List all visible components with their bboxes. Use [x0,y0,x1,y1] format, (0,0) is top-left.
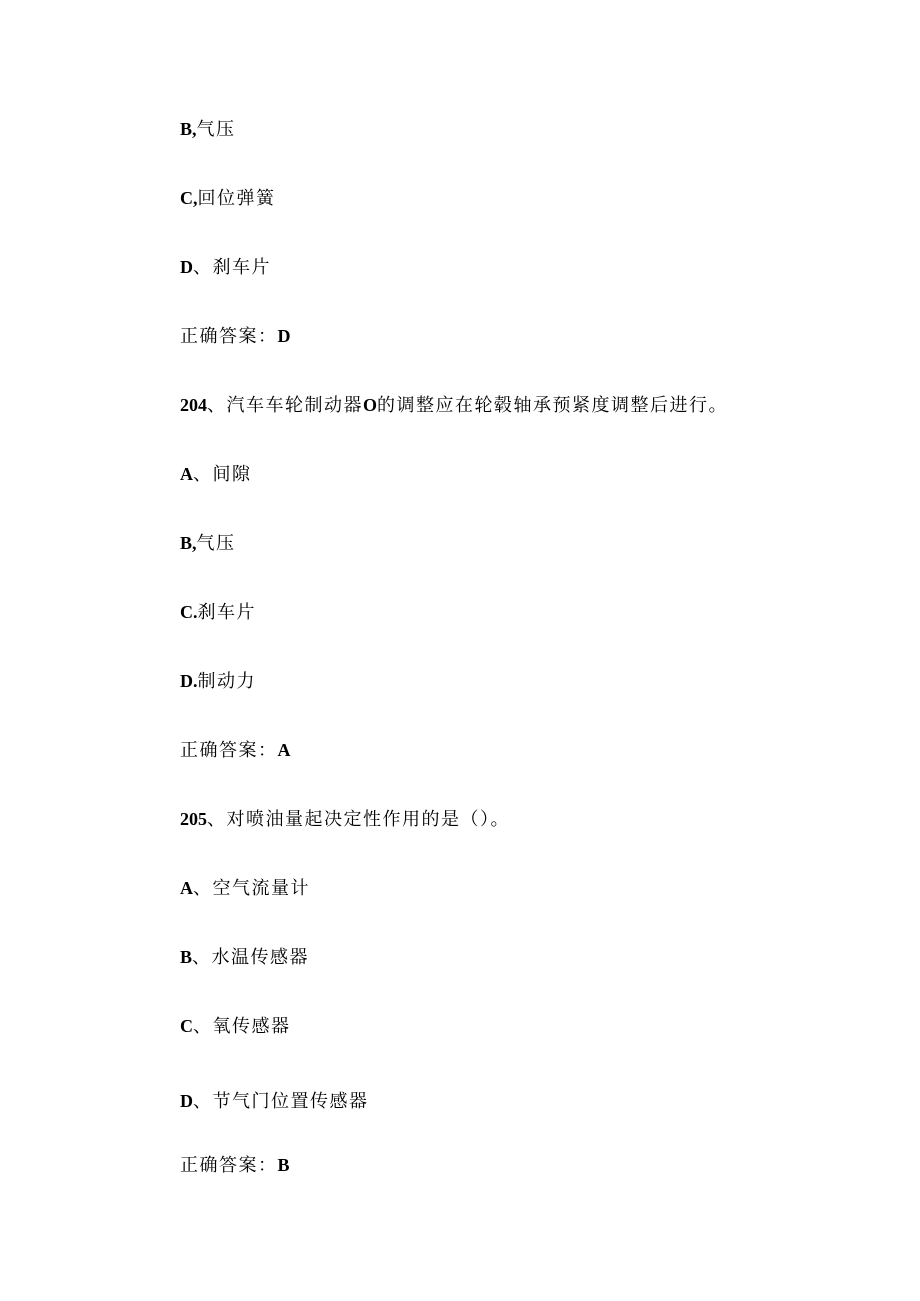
option-key: B, [180,533,197,553]
answer-value: D [277,326,291,346]
answer-value: B [277,1155,290,1175]
option-key: A [180,878,193,898]
option-text: 刹车片 [197,602,256,623]
option-text: 制动力 [197,671,256,692]
question-blank-mark: O [363,395,378,415]
option-key: C. [180,602,198,622]
option-key: B, [180,119,197,139]
option-key: C [180,1016,193,1036]
q203-answer [180,324,291,349]
q205-option-c [180,1014,291,1039]
question-number: 205 [180,809,207,829]
option-text: 、空气流量计 [193,878,310,899]
option-text: 、氧传感器 [193,1016,291,1037]
q203-option-b [180,117,236,142]
option-key: C, [180,188,198,208]
question-text-part2: 的调整应在轮毂轴承预紧度调整后进行。 [377,395,729,416]
q205-option-a [180,876,310,901]
q204-option-c [180,600,256,625]
question-number: 204 [180,395,207,415]
option-key: D [180,257,193,277]
option-text: 回位弹簧 [197,188,276,209]
q204-option-d [180,669,256,694]
q203-option-c [180,186,276,211]
question-text-part1: 、汽车车轮制动器 [207,395,363,416]
answer-label: 正确答案： [180,1155,278,1176]
answer-value: A [277,740,291,760]
q203-option-d [180,255,271,280]
option-key: A [180,464,193,484]
q205-option-d [180,1089,369,1114]
option-text: 、水温传感器 [192,947,310,968]
q205-option-b [180,945,309,970]
option-key: D. [180,671,198,691]
q204-option-a [180,462,252,487]
q205-stem [180,807,510,832]
answer-label: 正确答案： [180,740,278,761]
option-text: 、刹车片 [193,257,271,278]
q205-answer [180,1153,290,1178]
option-key: D [180,1091,193,1111]
option-text: 气压 [196,119,236,140]
q204-answer [180,738,291,763]
option-text: 气压 [196,533,236,554]
q204-stem [180,393,728,418]
q204-option-b [180,531,236,556]
option-text: 、节气门位置传感器 [193,1091,369,1112]
option-key: B [180,947,193,967]
answer-label: 正确答案： [180,326,278,347]
question-text: 、对喷油量起决定性作用的是（）。 [207,809,510,830]
option-text: 、间隙 [193,464,252,485]
